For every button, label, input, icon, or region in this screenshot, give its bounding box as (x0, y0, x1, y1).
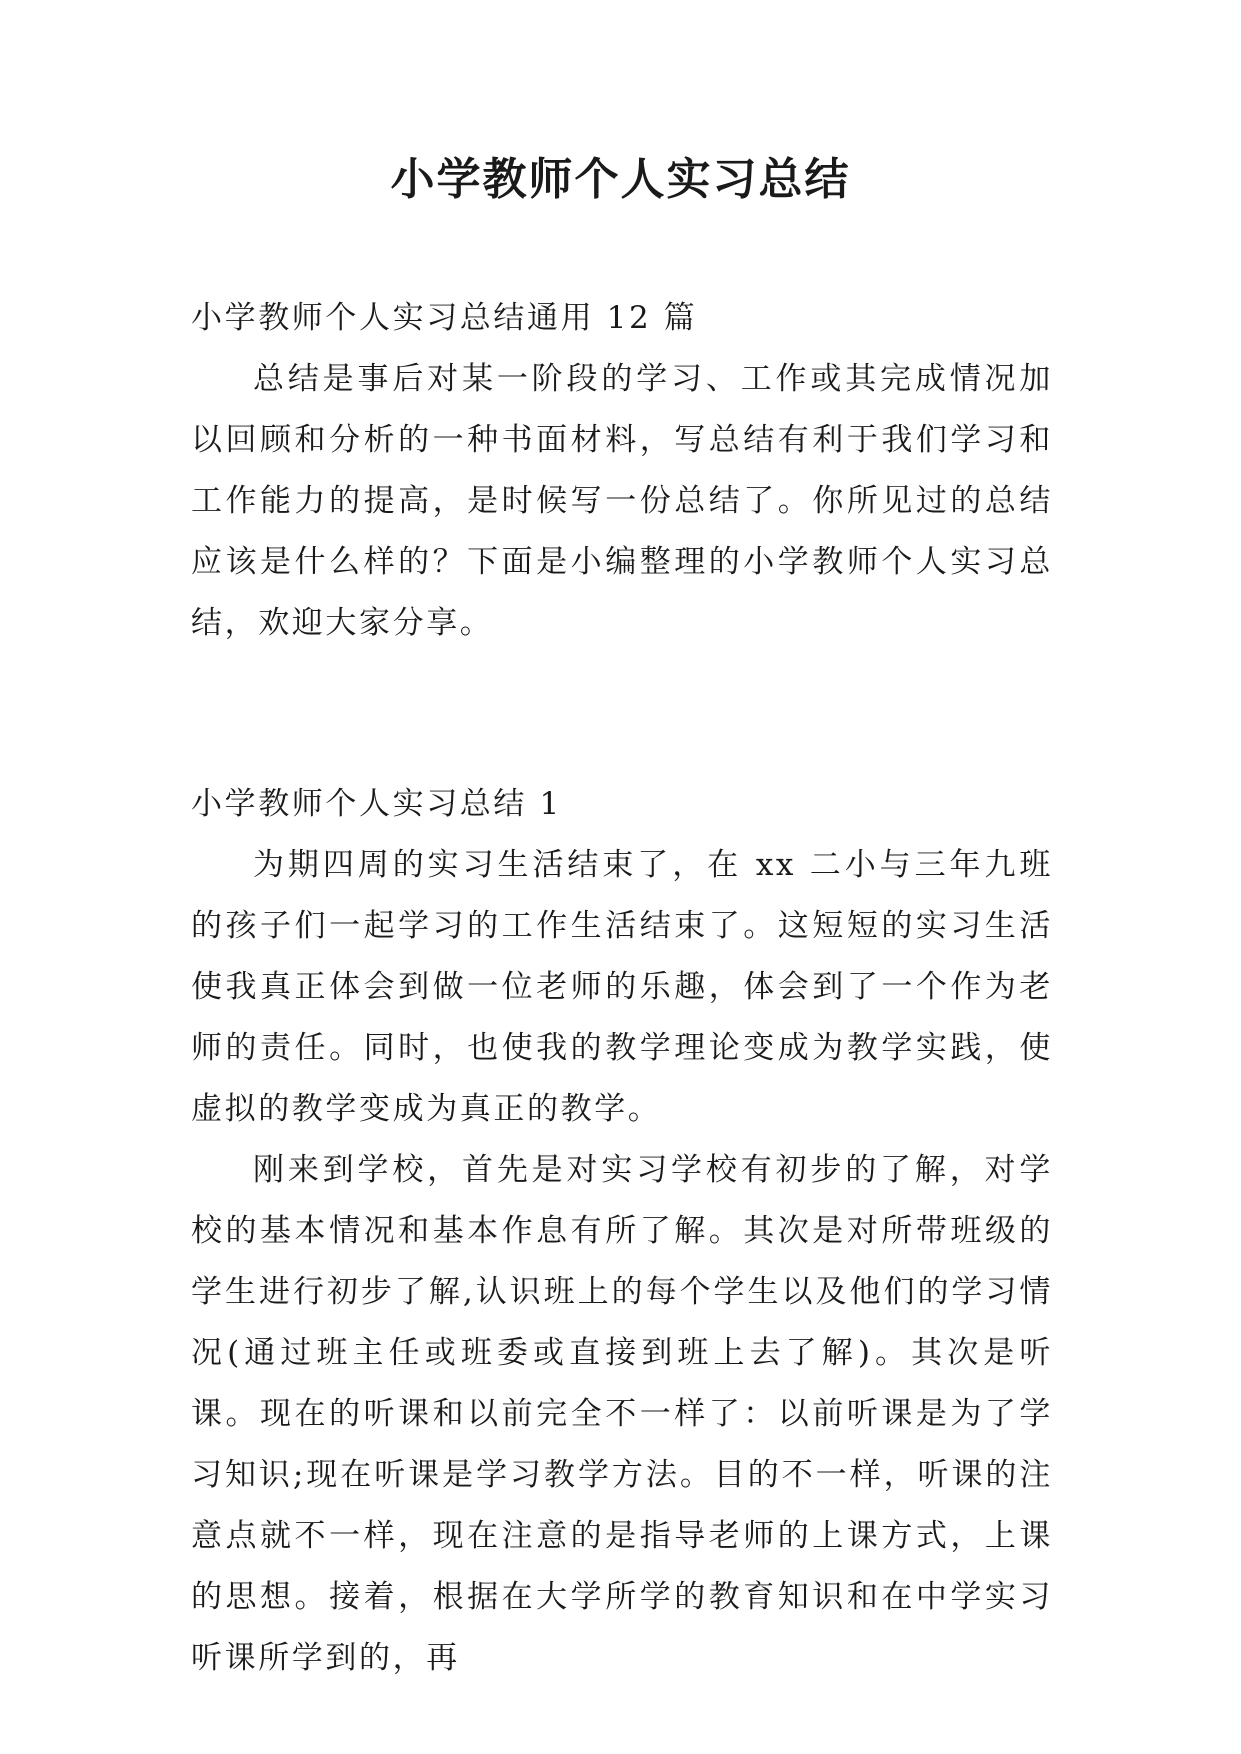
section-1-paragraph-1: 为期四周的实习生活结束了，在 xx 二小与三年九班的孩子们一起学习的工作生活结束了。这短短的实习生活使我真正体会到做一位老师的乐趣，体会到了一个作为老师的责任。同时，也使我的教学理论变成为教学实践，使虚拟的教学变成为真正的教学。 (191, 847, 1053, 1127)
intro-heading: 小学教师个人实习总结通用 12 篇 (191, 300, 698, 336)
section-1-paragraph-2: 刚来到学校，首先是对实习学校有初步的了解，对学校的基本情况和基本作息有所了解。其次是对所带班级的学生进行初步了解,认识班上的每个学生以及他们的学习情况(通过班主任或班委或直接到班上去了解)。其次是听课。现在的听课和以前完全不一样了：以前听课是为了学习知识;现在听课是学习教学方法。目的不一样，听课的注意点就不一样，现在注意的是指导老师的上课方式，上课的思想。接着，根据在大学所学的教育知识和在中学实习听课所学到的，再 (191, 1152, 1053, 1676)
document-title: 小学教师个人实习总结 (390, 154, 851, 205)
section-1-heading: 小学教师个人实习总结 1 (191, 786, 562, 822)
document-body (191, 288, 1053, 1689)
intro-paragraph: 总结是事后对某一阶段的学习、工作或其完成情况加以回顾和分析的一种书面材料，写总结有利于我们学习和工作能力的提高，是时候写一份总结了。你所见过的总结应该是什么样的？下面是小编整理的小学教师个人实习总结，欢迎大家分享。 (191, 361, 1053, 641)
section-spacer (191, 654, 1053, 774)
